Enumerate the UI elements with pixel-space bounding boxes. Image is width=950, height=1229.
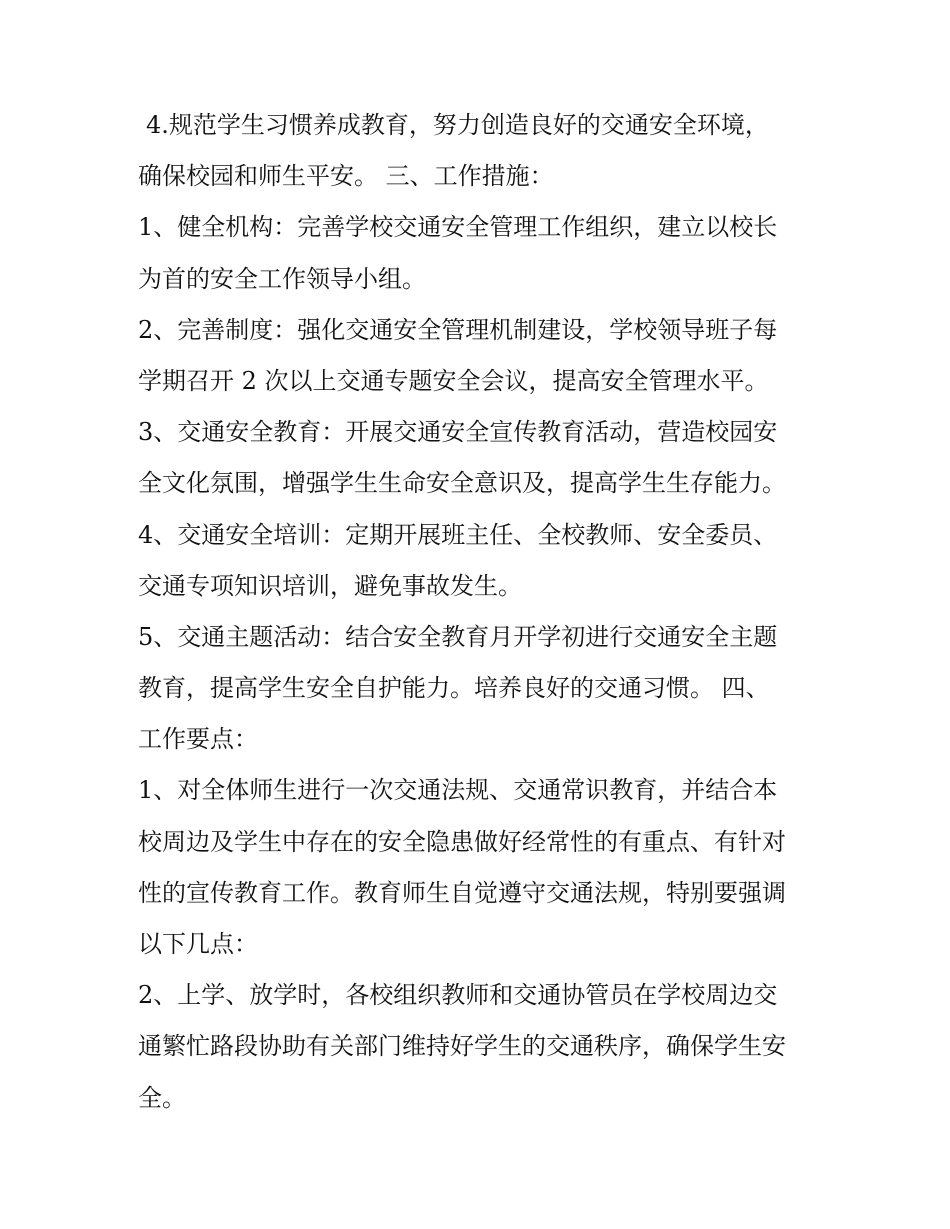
text-line-10: 交通专项知识培训，避免事故发生。 <box>138 571 522 600</box>
text-line-5: 2、完善制度：强化交通安全管理机制建设，学校领导班子每 <box>138 315 778 344</box>
text-line-9: 4、交通安全培训：定期开展班主任、全校教师、安全委员、 <box>138 520 778 549</box>
text-line-4: 为首的安全工作领导小组。 <box>138 264 426 293</box>
text-line-13: 工作要点： <box>138 725 258 754</box>
text-line-20: 全。 <box>138 1083 186 1112</box>
text-line-17: 以下几点： <box>138 930 258 958</box>
text-line-19: 通繁忙路段协助有关部门维持好学生的交通秩序，确保学生安 <box>138 1032 786 1061</box>
text-line-15: 校周边及学生中存在的安全隐患做好经常性的有重点、有针对 <box>138 827 786 856</box>
text-line-11: 5、交通主题活动：结合安全教育月开学初进行交通安全主题 <box>138 622 778 651</box>
text-line-3: 1、健全机构：完善学校交通安全管理工作组织，建立以校长 <box>138 213 778 242</box>
text-line-14: 1、对全体师生进行一次交通法规、交通常识教育，并结合本 <box>138 776 778 805</box>
text-line-8: 全文化氛围，增强学生生命安全意识及，提高学生生存能力。 <box>138 469 786 498</box>
text-line-12: 教育，提高学生安全自护能力。培养良好的交通习惯。 四、 <box>138 674 770 703</box>
text-line-18: 2、上学、放学时，各校组织教师和交通协管员在学校周边交 <box>138 981 778 1010</box>
text-line-1: 4.规范学生习惯养成教育，努力创造良好的交通安全环境， <box>146 111 769 139</box>
text-line-2: 确保校园和师生平安。 三、工作措施： <box>138 162 554 191</box>
document-body <box>138 100 828 1124</box>
text-line-16: 性的宣传教育工作。教育师生自觉遵守交通法规，特别要强调 <box>138 878 786 907</box>
text-line-6: 学期召开 2 次以上交通专题安全会议，提高安全管理水平。 <box>138 366 769 395</box>
text-line-7: 3、交通安全教育：开展交通安全宣传教育活动，营造校园安 <box>138 418 778 447</box>
